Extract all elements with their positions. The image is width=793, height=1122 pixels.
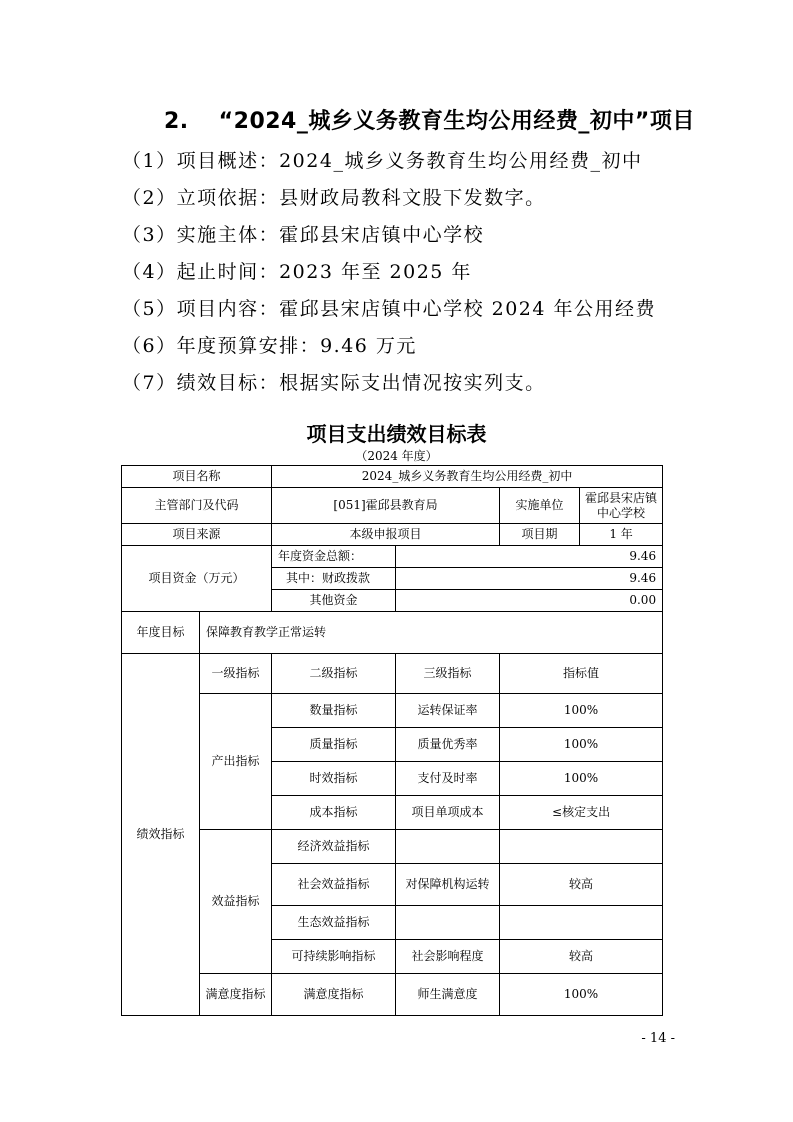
row-l3 [396,906,500,940]
period-value: 1 年 [580,524,663,546]
row-l2: 满意度指标 [272,974,396,1016]
col-level2-header: 二级指标 [272,654,396,694]
dept-label: 主管部门及代码 [122,488,272,524]
row-value [500,906,663,940]
table-row [122,546,663,568]
row-value: 100% [500,694,663,728]
row-value [500,830,663,864]
funds-fiscal-label: 其中：财政拨款 [272,568,396,590]
row-l2: 数量指标 [272,694,396,728]
paragraph-content: （5）项目内容：霍邱县宋店镇中心学校 2024 年公用经费 [122,298,657,320]
table-year: （2024 年度） [355,449,438,463]
row-l3 [396,830,500,864]
row-l2: 社会效益指标 [272,864,396,906]
table-row [122,654,663,694]
paragraph-goal: （7）绩效目标：根据实际支出情况按实列支。 [122,372,546,394]
paragraph-overview: （1）项目概述：2024_城乡义务教育生均公用经费_初中 [122,150,643,172]
section-heading [164,104,695,135]
row-l2: 时效指标 [272,762,396,796]
row-value: 100% [500,974,663,1016]
row-l2: 生态效益指标 [272,906,396,940]
row-l2: 经济效益指标 [272,830,396,864]
funds-label: 项目资金（万元） [122,546,272,612]
source-value: 本级申报项目 [272,524,500,546]
row-l3: 运转保证率 [396,694,500,728]
table-row [122,524,663,546]
section-number: 2. [164,109,189,134]
row-l3: 质量优秀率 [396,728,500,762]
row-l3: 师生满意度 [396,974,500,1016]
table-title: 项目支出绩效目标表 [306,422,487,446]
source-label: 项目来源 [122,524,272,546]
paragraph-implementer: （3）实施主体：霍邱县宋店镇中心学校 [122,224,485,246]
table-row [122,694,663,728]
row-l2: 可持续影响指标 [272,940,396,974]
row-value: 100% [500,728,663,762]
row-l3: 项目单项成本 [396,796,500,830]
paragraph-budget: （6）年度预算安排：9.46 万元 [122,335,417,357]
funds-other-label: 其他资金 [272,590,396,612]
section-title: “2024_城乡义务教育生均公用经费_初中”项目 [218,109,695,134]
row-value: 较高 [500,864,663,906]
output-indicator-label: 产出指标 [200,694,272,830]
row-l2: 质量指标 [272,728,396,762]
row-l2: 成本指标 [272,796,396,830]
row-value: 100% [500,762,663,796]
table-row [122,466,663,488]
benefit-indicator-label: 效益指标 [200,830,272,974]
unit-value: 霍邱县宋店镇中心学校 [580,488,663,524]
annual-goal-value: 保障教育教学正常运转 [200,612,663,654]
annual-goal-label: 年度目标 [122,612,200,654]
row-value: 较高 [500,940,663,974]
col-value-header: 指标值 [500,654,663,694]
unit-label: 实施单位 [500,488,580,524]
period-label: 项目期 [500,524,580,546]
col-level3-header: 三级指标 [396,654,500,694]
row-l3: 社会影响程度 [396,940,500,974]
funds-total-value: 9.46 [396,546,663,568]
table-row [122,612,663,654]
table-row [122,974,663,1016]
row-l3: 对保障机构运转 [396,864,500,906]
satisfaction-indicator-label: 满意度指标 [200,974,272,1016]
paragraph-period: （4）起止时间：2023 年至 2025 年 [122,261,472,283]
row-value: ≤核定支出 [500,796,663,830]
col-level1-header: 一级指标 [200,654,272,694]
page-number: - 14 - [641,1031,675,1046]
table-row [122,830,663,864]
paragraph-basis: （2）立项依据：县财政局教科文股下发数字。 [122,187,546,209]
project-name-label: 项目名称 [122,466,272,488]
project-name-value: 2024_城乡义务教育生均公用经费_初中 [272,466,663,488]
dept-value: [051]霍邱县教育局 [272,488,500,524]
table-row [122,488,663,524]
row-l3: 支付及时率 [396,762,500,796]
funds-other-value: 0.00 [396,590,663,612]
funds-total-label: 年度资金总额： [272,546,396,568]
perf-indicator-label: 绩效指标 [122,654,200,1016]
funds-fiscal-value: 9.46 [396,568,663,590]
performance-table [121,465,663,1016]
